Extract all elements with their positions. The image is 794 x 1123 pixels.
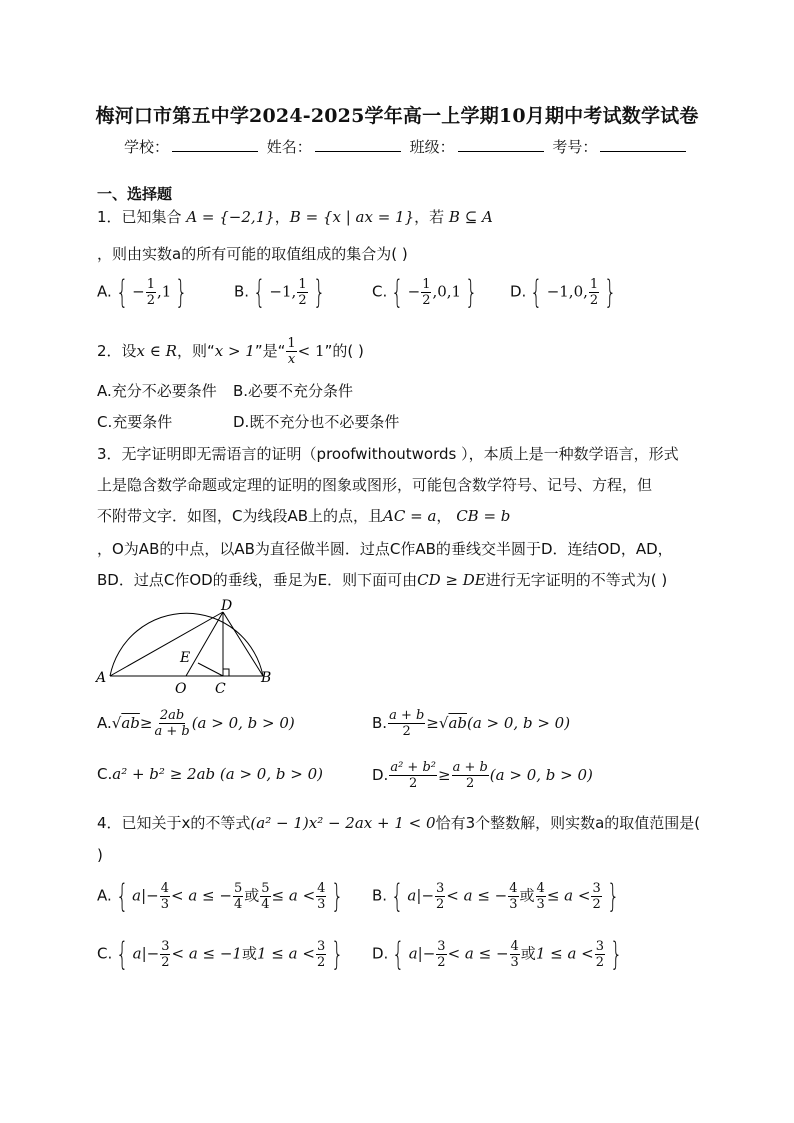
range-part: < a ≤ − <box>171 886 232 905</box>
denominator: 2 <box>466 776 475 791</box>
student-info-line <box>124 136 690 157</box>
q1-set-a: A = {−2,1} <box>186 208 275 226</box>
brace-open: { <box>115 877 129 915</box>
q4-number: 4．已知关于x的不等式 <box>97 814 251 832</box>
q3-cb: CB = b <box>456 507 511 525</box>
minus: − <box>422 944 436 963</box>
denominator: 4 <box>261 896 270 912</box>
denominator: 2 <box>436 896 445 912</box>
brace-open: { <box>392 935 405 973</box>
numerator: 1 <box>589 276 599 292</box>
q1-a-rest: ,1 <box>156 282 172 301</box>
numerator: 4 <box>317 880 326 896</box>
numerator: 1 <box>287 336 296 351</box>
denominator: 3 <box>510 954 519 970</box>
fraction <box>595 939 605 970</box>
q2-option-a[interactable]: A.充分不必要条件 <box>97 382 217 400</box>
fraction <box>146 277 156 308</box>
fraction <box>297 277 307 308</box>
numerator: 5 <box>261 880 270 896</box>
question-4-stem <box>97 812 700 833</box>
or-word: 或 <box>241 944 257 963</box>
numerator: 1 <box>146 276 155 292</box>
fraction <box>160 881 170 912</box>
q1-subset: B ⊆ A <box>448 208 493 226</box>
q1-option-c-label: C. <box>372 282 388 301</box>
q1-option-d-label: D. <box>510 282 527 301</box>
semicircle-arc <box>110 613 263 676</box>
ge-sign: ≥ <box>437 766 451 784</box>
fraction <box>316 939 326 970</box>
q3-line-5 <box>97 569 667 590</box>
brace-close: } <box>604 273 617 311</box>
right-angle-mark <box>223 669 229 676</box>
denominator: 3 <box>536 896 545 912</box>
brace-open: { <box>115 273 129 311</box>
q3-comma: ， <box>436 507 452 525</box>
q3-line-3 <box>97 505 510 526</box>
ge-sign: ≥ <box>426 714 439 732</box>
class-label: 班级： <box>409 138 455 156</box>
brace-open: { <box>253 273 266 311</box>
number-blank <box>600 138 686 152</box>
question-1-line2: ，则由实数a的所有可能的取值组成的集合为( ) <box>97 245 408 263</box>
or-word: 或 <box>519 886 535 905</box>
q1-condition: ，若 <box>414 208 445 226</box>
range-part: 1 ≤ a < <box>535 944 594 963</box>
denominator: 2 <box>589 292 599 308</box>
denominator: 3 <box>160 896 169 912</box>
fraction <box>510 939 520 970</box>
q3-cd-de: CD ≥ DE <box>417 571 486 589</box>
numerator: 3 <box>437 938 446 954</box>
minus: − <box>146 886 159 905</box>
q3-line-5-end: 进行无字证明的不等式为( ) <box>485 571 668 589</box>
q3-option-a[interactable]: A.√ab≥ $\frac{2ab}{a + b}$ (a > 0, b > 0) <box>97 708 295 739</box>
q1-b-values: −1, <box>269 282 297 301</box>
minus: − <box>146 944 160 963</box>
point-label-e: E <box>180 650 191 666</box>
q3-option-a-label: A. <box>97 714 112 732</box>
numerator: 3 <box>436 880 445 896</box>
page-title: 梅河口市第五中学2024-2025学年高一上学期10月期中考试数学试卷 <box>95 105 699 127</box>
class-blank <box>458 138 544 152</box>
brace-close: } <box>610 935 623 973</box>
q4-text: 恰有3个整数解，则实数a的取值范围是( <box>435 814 701 832</box>
q2-condition: x > 1 <box>214 342 255 360</box>
q2-text: ，则“ <box>176 342 215 360</box>
denominator: 2 <box>422 292 431 308</box>
name-blank <box>315 138 401 152</box>
fraction <box>160 939 170 970</box>
numerator: 1 <box>422 276 431 292</box>
point-label-d: D <box>221 598 233 614</box>
numerator: 3 <box>316 938 326 954</box>
sqrt-radicand: ab <box>121 714 140 732</box>
variable: a <box>407 886 417 905</box>
denominator: 2 <box>595 954 605 970</box>
sqrt-radicand: ab <box>448 714 467 732</box>
brace-close: } <box>312 273 325 311</box>
range-part: < a ≤ −1 <box>171 944 242 963</box>
brace-close: } <box>175 273 188 311</box>
q4-option-a-label: A. <box>97 886 112 905</box>
q3-option-b-label: B. <box>372 714 388 732</box>
q4-option-d-label: D. <box>372 944 389 963</box>
numerator: a + b <box>389 708 425 723</box>
range-part: 1 ≤ a < <box>257 944 315 963</box>
fraction <box>153 708 190 739</box>
semicircle-figure <box>95 598 280 698</box>
q3-option-d[interactable] <box>372 760 593 791</box>
or-word: 或 <box>244 886 260 905</box>
q3-line-4: ，O为AB的中点，以AB为直径做半圆．过点C作AB的垂线交半圆于D．连结OD，AD， <box>97 540 673 558</box>
q1-option-a-label: A. <box>97 282 112 301</box>
segment-ad <box>110 612 223 676</box>
brace-close: } <box>331 877 344 915</box>
numerator: 5 <box>233 880 243 896</box>
q2-less-than: < 1 <box>297 342 325 360</box>
q3-line-5-text: BD．过点C作OD的垂线，垂足为E．则下面可由 <box>97 571 418 589</box>
fraction <box>591 881 601 912</box>
numerator: a + b <box>452 760 488 775</box>
fraction <box>508 881 518 912</box>
q4-inequality: (a² − 1)x² − 2ax + 1 < 0 <box>250 814 436 832</box>
numerator: 3 <box>161 938 170 954</box>
q1-c-rest: ,0,1 <box>432 282 462 301</box>
denominator: 2 <box>592 896 601 912</box>
q2-option-d[interactable]: D.既不充分也不必要条件 <box>233 413 400 431</box>
variable: a <box>132 944 142 963</box>
q4-option-a[interactable]: A. { a|− $\frac{4}{3}$ < a ≤ − $\frac{5}{4}$ 或 $\frac{5}{4}$ ≤ a < $\frac{4}{3}$ } <box>97 877 344 915</box>
brace-open: { <box>116 935 129 973</box>
q2-domain: x ∈ R <box>136 342 177 360</box>
numerator: 4 <box>509 880 518 896</box>
segment-ce <box>198 663 223 676</box>
school-label: 学校： <box>124 138 170 156</box>
q3-line-1: 3．无字证明即无需语言的证明（proofwithoutwords ），本质上是一种数学语言，形式 <box>97 445 679 463</box>
fraction <box>421 277 431 308</box>
or-word: 或 <box>520 944 536 963</box>
fraction <box>589 277 599 308</box>
denominator: 2 <box>409 776 418 791</box>
denominator: x <box>287 352 296 367</box>
range-part: ≤ a < <box>546 886 591 905</box>
point-label-a: A <box>96 670 107 686</box>
q3-option-d-label: D. <box>372 766 389 784</box>
fraction <box>435 881 445 912</box>
fraction <box>286 336 296 367</box>
point-label-o: O <box>175 681 187 697</box>
q4-option-b[interactable]: B. { a|− $\frac{3}{2}$ < a ≤ − $\frac{4}{3}$ 或 $\frac{4}{3}$ ≤ a < $\frac{3}{2}$ } <box>372 877 620 915</box>
variable: a <box>132 886 142 905</box>
numerator: 3 <box>592 880 601 896</box>
brace-close: } <box>331 935 344 973</box>
denominator: a + b <box>154 724 190 739</box>
fraction <box>452 760 489 791</box>
point-label-b: B <box>261 670 272 686</box>
range-part: < a ≤ − <box>446 886 508 905</box>
q1-option-d[interactable] <box>510 273 621 311</box>
fraction <box>316 881 326 912</box>
q3-line-2: 上是隐含数学命题或定理的证明的图象或图形，可能包含数学符号、记号、方程，但 <box>97 476 653 494</box>
brace-close: } <box>465 273 478 311</box>
name-label: 姓名： <box>266 138 312 156</box>
q1-set-b: B = {x | ax = 1} <box>289 208 415 226</box>
q3-line-3-text: 不附带文字．如图，C为线段AB上的点，且 <box>97 507 384 525</box>
q1-a-minus: − <box>132 282 145 301</box>
denominator: 3 <box>317 896 326 912</box>
q4-option-b-label: B. <box>372 886 388 905</box>
variable: a <box>408 944 418 963</box>
q2-text-end: ”的( ) <box>324 342 364 360</box>
numerator: 2ab <box>159 708 185 723</box>
q1-option-a[interactable] <box>97 273 192 311</box>
fraction <box>260 881 270 912</box>
range-part: ≤ a < <box>271 886 316 905</box>
brace-open: { <box>530 273 543 311</box>
denominator: 2 <box>437 954 446 970</box>
fraction <box>233 881 243 912</box>
q4-option-d[interactable]: D. { a|− $\frac{3}{2}$ < a ≤ − $\frac{4}{3}$ 或1 ≤ a < $\frac{3}{2}$ } <box>372 935 623 973</box>
q3-option-c-label: C. <box>97 765 113 783</box>
question-1-stem <box>97 206 493 227</box>
denominator: 2 <box>298 292 307 308</box>
condition: (a > 0, b > 0) <box>489 766 593 784</box>
q1-d-values: −1,0, <box>546 282 588 301</box>
expression: a² + b² ≥ 2ab (a > 0, b > 0) <box>112 765 323 783</box>
brace-close: } <box>606 877 620 915</box>
ge-sign: ≥ <box>139 714 153 732</box>
q2-number: 2．设 <box>97 342 137 360</box>
minus: − <box>421 886 435 905</box>
numerator: 4 <box>510 938 519 954</box>
denominator: 3 <box>509 896 518 912</box>
q3-option-c[interactable] <box>97 765 323 783</box>
q1-option-b[interactable] <box>234 273 329 311</box>
range-part: < a ≤ − <box>447 944 509 963</box>
q1-option-b-label: B. <box>234 282 250 301</box>
fraction <box>536 881 546 912</box>
denominator: 2 <box>316 954 326 970</box>
numerator: 4 <box>536 880 545 896</box>
fraction <box>436 939 446 970</box>
question-2-stem <box>97 336 364 367</box>
point-label-c: C <box>215 681 226 697</box>
brace-open: { <box>391 273 404 311</box>
brace-open: { <box>391 877 404 915</box>
q2-text-mid: ”是“ <box>254 342 286 360</box>
condition: (a > 0, b > 0) <box>466 714 571 732</box>
denominator: 4 <box>233 896 243 912</box>
question-4-close: ) <box>97 846 103 864</box>
numerator: 1 <box>298 276 307 292</box>
fraction <box>389 760 437 791</box>
q2-option-c[interactable]: C.充要条件 <box>97 413 173 431</box>
fraction <box>388 708 425 739</box>
q3-option-b[interactable]: B. $\frac{a + b}{2}$ ≥√ab(a > 0, b > 0) <box>372 708 571 739</box>
denominator: 2 <box>146 292 155 308</box>
q1-number: 1．已知集合 <box>97 208 182 226</box>
q2-option-b[interactable]: B.必要不充分条件 <box>233 382 354 400</box>
denominator: 2 <box>161 954 170 970</box>
numerator: 4 <box>160 880 169 896</box>
numerator: a² + b² <box>390 760 436 775</box>
q1-c-minus: − <box>407 282 421 301</box>
q1-option-c[interactable] <box>372 273 481 311</box>
q3-ac: AC = a <box>383 507 437 525</box>
numerator: 3 <box>595 938 605 954</box>
condition: (a > 0, b > 0) <box>191 714 295 732</box>
section-heading: 一、选择题 <box>97 185 173 203</box>
q4-option-c[interactable]: C. { a|− $\frac{3}{2}$ < a ≤ −1或1 ≤ a < $\frac{3}{2}$ } <box>97 935 344 973</box>
q4-option-c-label: C. <box>97 944 113 963</box>
school-blank <box>172 138 258 152</box>
denominator: 2 <box>402 724 411 739</box>
segment-bd <box>223 612 263 676</box>
q1-comma: ， <box>274 208 290 226</box>
number-label: 考号： <box>552 138 598 156</box>
